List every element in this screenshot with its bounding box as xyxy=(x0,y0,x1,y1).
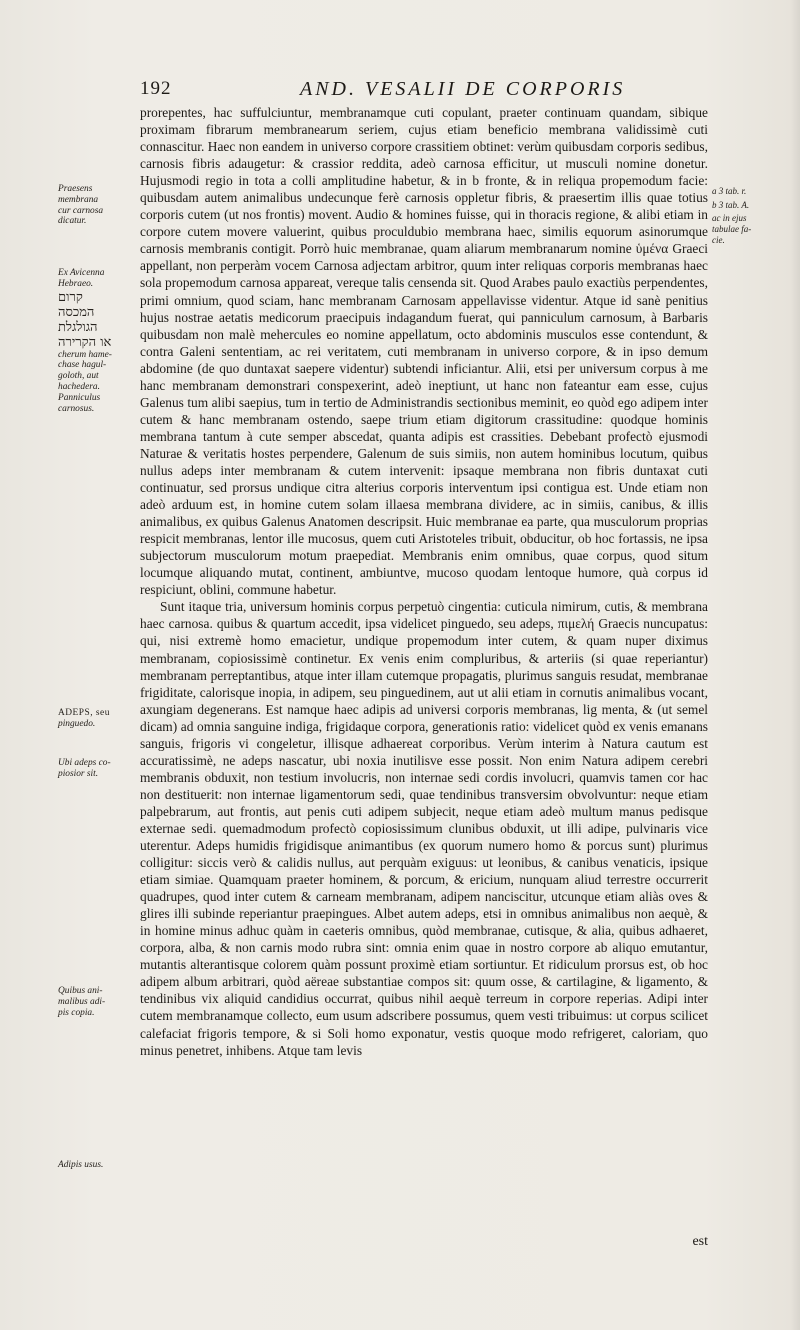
margin-note-line: Adipis usus. xyxy=(58,1160,104,1170)
paragraph-2: Sunt itaque tria, universum hominis corpus perpetuò cingentia: cuticula nimirum, cutis, & membrana haec carnosa. quibus & quartum accedit, ipsa videlicet pinguedo, seu adeps, πιμελή Graecis nuncupatus: qui, nisi extremè homo emacietur, undique propemodum inter cutem, & quam nuper diximus membranam, copiosissimè continetur. Ex venis enim compluribus, & arteriis (si quae reperiantur) membranam perreptantibus, atque inter illam cutemque propagatis, plurimus sanguis resudat, membranae frigiditate, calorisque inopia, in adipem, seu pinguedinem, aut ut alii etiam in cornutis animalibus vocant, axungiam degenerans. Est namque haec adipis ad universi corporis membranas, lig menta, & (ut semel dicam) ad omnia sanguine indiga, frigidaque corpora, generationis ratio: videlicet quòd ex venis emanans sanguis, frigoris vi congeletur, illisque adhaereat corporibus. Verùm interim à Natura cautum est accuratissimè, ne adeps nascatur, ubi noxia inutilisve esse possit. Non enim Natura adipem cerebri membranis obduxit, non testium involucris, non internae sedi cordis involucri, quamvis tamen cor hac non destituerit: non internae ligamentorum sedi, quae tendinibus transversim obvolvuntur: neque etiam palpebrarum, aut frontis, aut penis cuti adipem subjecit, neque etiam adeò multum manus pedisque externae sedi. quemadmodum profectò copiosissimum clunibus obduxit, ut illi adipe, pulvinaris vice uterentur. Adeps humidis frigidisque animantibus (ex quorum numero homo & porcus sunt) plurimus colligitur: siccis verò & calidis nullus, aut perquàm exiguus: ut leonibus, & canibus venaticis, ipsique etiam simiae. Quamquam praeter hominem, & porcum, & ericium, nunquam aliud terrestre occurrerit quadrupes, quod inter cutem & carneam membranam, adipem nanciscitur, utcunque etiam aliàs oves & glires illi subinde reperiantur praepingues. Albet autem adeps, etsi in omnibus animalibus non aequè, & in homine minus adhuc quàm in caeteris omnibus, quòd membranae, cutisque, & alia, quibus adhaeret, corpora, alba, & non carnis modo rubra sint: omnia enim quae in nostro corpore ab aliquo emutantur, mutantis alterantisque colorem quàm possunt proximè etiam sortiuntur. Et ridiculum prorsus est, ob hoc adipem album arbitrari, quòd aëreae substantiae compos sit: quum osse, & cartilagine, & ligamento, & tendinibus vix aliquid candidius occurrat, quibus nihil aequè terreum in corpore reperias. Adipi inter cutem membranamque collecto, eum usum adscribere possumus, quem vesti tribuimus: ut corpus scilicet calefaciat frigoris tempore, & si Soli homo exponatur, vestis quoque modo refrigeret, caloriam, quo minus penetret, inhibens. Atque tam levis xyxy=(140,599,708,1058)
margin-note-line: Ex Avicenna xyxy=(58,268,105,278)
margin-note-line: dicatur. xyxy=(58,216,87,227)
margin-note-line: pis copia. xyxy=(58,1007,95,1018)
margin-note-line: pinguedo. xyxy=(58,718,96,729)
margin-note-line: Panniculus xyxy=(58,392,101,403)
hebrew-line: קרום xyxy=(58,289,83,305)
margin-note-adeps xyxy=(58,708,140,730)
margin-note-line: a 3 tab. r. xyxy=(712,186,747,196)
margin-note-line: cie. xyxy=(712,234,725,245)
margin-note-line: piosior sit. xyxy=(58,768,99,779)
margin-note-adipis-usus xyxy=(58,1160,140,1171)
margin-note-right-a xyxy=(712,186,782,197)
margin-note-right-b xyxy=(712,200,782,211)
hebrew-line: או הקרירה xyxy=(58,334,112,350)
margin-note-line: tabulae fa- xyxy=(712,223,752,234)
margin-note-right-facie xyxy=(712,213,782,245)
margin-note-line: Quibus ani- xyxy=(58,986,103,996)
margin-note-line: hachedera. xyxy=(58,381,100,392)
margin-note-avicenna xyxy=(58,268,140,414)
margin-note-line: cherum hame- xyxy=(58,349,112,360)
hebrew-line: המכסה xyxy=(58,304,95,320)
page-header xyxy=(140,78,710,102)
margin-note-line: Ubi adeps co- xyxy=(58,758,111,768)
running-title: AND. VESALII DE CORPORIS xyxy=(300,78,626,100)
margin-note-line: membrana xyxy=(58,194,99,205)
margin-note-line: carnosus. xyxy=(58,403,95,414)
margin-note-line: goloth, aut xyxy=(58,371,99,382)
margin-note-line: chase hagul- xyxy=(58,360,107,371)
margin-note-carnosa xyxy=(58,184,140,227)
page-edge-shadow xyxy=(790,0,800,1330)
margin-note-quibus-animalibus xyxy=(58,986,140,1018)
margin-note-line: cur carnosa xyxy=(58,205,104,216)
paragraph-1: prorepentes, hac suffulciuntur, membranamque cuti copulant, praeter continuam quandam, sibique proximam fibrarum membranearum seriem, cujus etiam beneficio membrana validissimè cuti connascitur. Haec non eandem in universo corpore crassitiem obtinet: verùm quibusdam corporis sedibus, carnosis fibris adaugetur: & crassior reddita, adeò carnosa efficitur, ut musculi nomine donetur. Hujusmodi regio in tota a colli amplitudine habetur, & in b fronte, & in reliqua propemodum facie: quibusdam autem animalibus undecunque ferè carnosis oppletur fibris, & praesertim illis quae totius corporis cutem (ut nos frontis) movent. Audio & homines fuisse, qui in thoracis regione, & alibi etiam in corpore cutem movere valuerint, quibus proculdubio membrana haec, similis equorum asinorumque carnosis membranis contigit. Porrò huic membranae, quam aliarum membranarum nomine ὑμένα Graeci appellant, non perperàm vocem Carnosa adjectam arbitror, quum inter reliquas corporis membranas haec sola propemodum carnosa appareat, vereque talis censenda sit. Quod Arabes paulo exactiùs perpendentes, primi omnium, quod sciam, hanc membranam Carnosam appellavisse videntur. Atque id sanè penitius hujus nostrae aetatis medicorum praecipuis indagandum fuerat, qui panniculum carnosum, à Barbaris quibusdam non malè mehercules eo nomine appellatum, octo abdominis musculos esse contendunt, & contra Galeni sententiam, ac rei veritatem, cuti membranam in universo corpore, & in ipso demum abdomine (de quo duntaxat saepere videntur) subtendi inficiantur. Alii, etsi per universum corpus à me hanc membranam demonstrari conspexerint, adeò ineptiunt, ut hanc non fateantur eam esse, cujus Galenus tum alibi saepius, tum in tertio de Administrandis sectionibus meminit, eo quòd ego adipem inter cutem & hanc membranam ostendo, saepe trium etiam digitorum crassitudine: quodque hominis membrana tantum à cute semper abscedat, quanta adipis est crassities. Debebant profectò ejusmodi Naturae & veritatis hostes perpendere, Galenum de suis simiis, non autem hominibus locutum, quibus nullus adeps inter membranam & cutem intervenit: ipsaque membrana non fibris duntaxat cuti continuatur, sed prorsus undique citra alterius corporis interventum ipsi contigua est. Unde etiam non adeò arduum est, in homine cutem solam illaesa membrana dividere, ac in simiis, canibus, & illis animalibus, ex quibus Galenus Anatomen descripsit. Huic membranae ea parte, qua musculorum proprias respicit membranas, lentor ille mucosus, quem cuti Aristoteles tribuit, obducitur, ob hoc fortassis, ne ipsa subjectorum musculorum motum praepediat. Membranis enim omnibus, quae corpus, quod situm locumque aliquando mutat, continent, ambiuntve, mucoso quodam lentoque humore, quà corpus id respiciunt, oblini, commune habetur. xyxy=(140,105,708,598)
margin-note-line: Hebraeo. xyxy=(58,278,94,289)
page-number: 192 xyxy=(140,78,172,99)
hebrew-line: הגולגלת xyxy=(58,319,98,335)
margin-note-line: ac in ejus xyxy=(712,213,747,223)
margin-note-line: ADEPS, seu xyxy=(58,708,110,718)
margin-note-line: Praesens xyxy=(58,184,93,194)
main-text xyxy=(140,104,708,1059)
margin-note-line: b 3 tab. A. xyxy=(712,200,750,210)
margin-note-ubi-adeps xyxy=(58,758,140,780)
margin-note-line: malibus adi- xyxy=(58,996,106,1007)
catchword: est xyxy=(692,1234,708,1249)
